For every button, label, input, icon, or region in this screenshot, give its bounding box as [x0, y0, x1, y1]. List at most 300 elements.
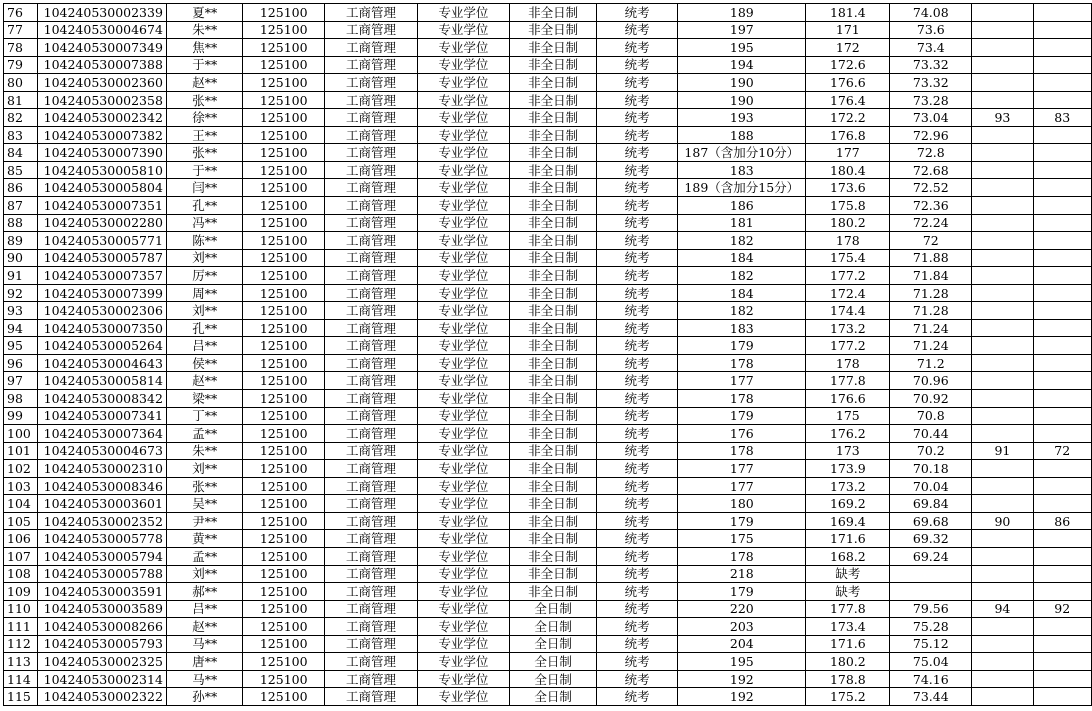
total-score-cell: 70.18: [890, 460, 972, 478]
major-code-cell: 125100: [243, 618, 325, 636]
retest-score-cell: 176.6: [806, 390, 890, 408]
extra-score-1-cell: [972, 635, 1033, 653]
retest-score-cell: 172.4: [806, 284, 890, 302]
name-cell: 闫**: [167, 179, 243, 197]
initial-score-cell: 179: [678, 583, 806, 601]
table-row: [4, 197, 1092, 215]
study-mode-cell: 非全日制: [510, 179, 597, 197]
total-score-cell: 74.08: [890, 4, 972, 22]
exam-number-cell: 104240530007388: [37, 56, 167, 74]
seq-cell: 80: [4, 74, 38, 92]
extra-score-1-cell: [972, 354, 1033, 372]
initial-score-cell: 179: [678, 407, 806, 425]
table-row: [4, 512, 1092, 530]
seq-cell: 104: [4, 495, 38, 513]
degree-type-cell: 专业学位: [417, 565, 509, 583]
name-cell: 唐**: [167, 653, 243, 671]
initial-score-cell: 175: [678, 530, 806, 548]
name-cell: 梁**: [167, 390, 243, 408]
major-code-cell: 125100: [243, 460, 325, 478]
degree-type-cell: 专业学位: [417, 249, 509, 267]
study-mode-cell: 非全日制: [510, 109, 597, 127]
table-row: [4, 547, 1092, 565]
total-score-cell: 70.2: [890, 442, 972, 460]
extra-score-2-cell: [1033, 407, 1092, 425]
total-score-cell: 72.96: [890, 126, 972, 144]
retest-score-cell: 173.4: [806, 618, 890, 636]
initial-score-cell: 177: [678, 372, 806, 390]
major-name-cell: 工商管理: [325, 249, 417, 267]
extra-score-1-cell: 90: [972, 512, 1033, 530]
seq-cell: 108: [4, 565, 38, 583]
initial-score-cell: 220: [678, 600, 806, 618]
name-cell: 徐**: [167, 109, 243, 127]
table-row: [4, 4, 1092, 22]
degree-type-cell: 专业学位: [417, 179, 509, 197]
degree-type-cell: 专业学位: [417, 267, 509, 285]
name-cell: 黄**: [167, 530, 243, 548]
extra-score-1-cell: [972, 21, 1033, 39]
retest-score-cell: 173.6: [806, 179, 890, 197]
major-name-cell: 工商管理: [325, 337, 417, 355]
name-cell: 张**: [167, 477, 243, 495]
extra-score-2-cell: [1033, 354, 1092, 372]
extra-score-1-cell: [972, 179, 1033, 197]
major-name-cell: 工商管理: [325, 214, 417, 232]
initial-score-cell: 183: [678, 161, 806, 179]
retest-score-cell: 178: [806, 354, 890, 372]
extra-score-2-cell: [1033, 495, 1092, 513]
extra-score-2-cell: [1033, 460, 1092, 478]
study-mode-cell: 非全日制: [510, 267, 597, 285]
exam-number-cell: 104240530005804: [37, 179, 167, 197]
seq-cell: 109: [4, 583, 38, 601]
name-cell: 刘**: [167, 249, 243, 267]
major-code-cell: 125100: [243, 284, 325, 302]
exam-method-cell: 统考: [597, 477, 678, 495]
study-mode-cell: 非全日制: [510, 4, 597, 22]
degree-type-cell: 专业学位: [417, 407, 509, 425]
extra-score-2-cell: [1033, 425, 1092, 443]
major-code-cell: 125100: [243, 232, 325, 250]
degree-type-cell: 专业学位: [417, 653, 509, 671]
exam-number-cell: 104240530008266: [37, 618, 167, 636]
total-score-cell: 70.44: [890, 425, 972, 443]
exam-number-cell: 104240530005778: [37, 530, 167, 548]
exam-number-cell: 104240530005787: [37, 249, 167, 267]
degree-type-cell: 专业学位: [417, 56, 509, 74]
exam-number-cell: 104240530002310: [37, 460, 167, 478]
study-mode-cell: 非全日制: [510, 197, 597, 215]
exam-method-cell: 统考: [597, 600, 678, 618]
study-mode-cell: 非全日制: [510, 319, 597, 337]
table-row: [4, 565, 1092, 583]
major-code-cell: 125100: [243, 74, 325, 92]
exam-method-cell: 统考: [597, 653, 678, 671]
retest-score-cell: 176.6: [806, 74, 890, 92]
major-code-cell: 125100: [243, 530, 325, 548]
seq-cell: 111: [4, 618, 38, 636]
name-cell: 刘**: [167, 302, 243, 320]
name-cell: 赵**: [167, 74, 243, 92]
retest-score-cell: 173.2: [806, 477, 890, 495]
major-name-cell: 工商管理: [325, 354, 417, 372]
extra-score-1-cell: [972, 214, 1033, 232]
major-name-cell: 工商管理: [325, 688, 417, 706]
score-table: [3, 3, 1092, 706]
table-row: [4, 442, 1092, 460]
name-cell: 孔**: [167, 197, 243, 215]
study-mode-cell: 非全日制: [510, 74, 597, 92]
study-mode-cell: 非全日制: [510, 214, 597, 232]
table-row: [4, 109, 1092, 127]
major-name-cell: 工商管理: [325, 618, 417, 636]
table-row: [4, 179, 1092, 197]
extra-score-2-cell: [1033, 197, 1092, 215]
study-mode-cell: 非全日制: [510, 21, 597, 39]
table-row: [4, 126, 1092, 144]
name-cell: 马**: [167, 635, 243, 653]
name-cell: 孔**: [167, 319, 243, 337]
major-code-cell: 125100: [243, 144, 325, 162]
extra-score-2-cell: [1033, 583, 1092, 601]
total-score-cell: 73.32: [890, 74, 972, 92]
exam-method-cell: 统考: [597, 302, 678, 320]
degree-type-cell: 专业学位: [417, 670, 509, 688]
initial-score-cell: 190: [678, 74, 806, 92]
total-score-cell: 69.32: [890, 530, 972, 548]
total-score-cell: 72: [890, 232, 972, 250]
major-name-cell: 工商管理: [325, 442, 417, 460]
name-cell: 王**: [167, 126, 243, 144]
major-name-cell: 工商管理: [325, 425, 417, 443]
table-row: [4, 74, 1092, 92]
exam-method-cell: 统考: [597, 407, 678, 425]
extra-score-2-cell: [1033, 161, 1092, 179]
degree-type-cell: 专业学位: [417, 144, 509, 162]
table-body: [4, 4, 1092, 706]
extra-score-2-cell: [1033, 618, 1092, 636]
total-score-cell: 70.96: [890, 372, 972, 390]
initial-score-cell: 178: [678, 390, 806, 408]
seq-cell: 105: [4, 512, 38, 530]
extra-score-2-cell: 86: [1033, 512, 1092, 530]
major-name-cell: 工商管理: [325, 547, 417, 565]
total-score-cell: 71.2: [890, 354, 972, 372]
study-mode-cell: 非全日制: [510, 495, 597, 513]
degree-type-cell: 专业学位: [417, 583, 509, 601]
major-name-cell: 工商管理: [325, 600, 417, 618]
extra-score-2-cell: [1033, 4, 1092, 22]
total-score-cell: 71.24: [890, 319, 972, 337]
table-row: [4, 460, 1092, 478]
name-cell: 吕**: [167, 337, 243, 355]
degree-type-cell: 专业学位: [417, 21, 509, 39]
initial-score-cell: 180: [678, 495, 806, 513]
initial-score-cell: 182: [678, 232, 806, 250]
degree-type-cell: 专业学位: [417, 477, 509, 495]
extra-score-1-cell: [972, 407, 1033, 425]
major-name-cell: 工商管理: [325, 232, 417, 250]
exam-number-cell: 104240530007341: [37, 407, 167, 425]
exam-number-cell: 104240530002322: [37, 688, 167, 706]
exam-method-cell: 统考: [597, 337, 678, 355]
extra-score-1-cell: [972, 425, 1033, 443]
extra-score-1-cell: [972, 319, 1033, 337]
major-code-cell: 125100: [243, 653, 325, 671]
major-name-cell: 工商管理: [325, 512, 417, 530]
table-row: [4, 635, 1092, 653]
total-score-cell: 75.04: [890, 653, 972, 671]
exam-method-cell: 统考: [597, 319, 678, 337]
retest-score-cell: 168.2: [806, 547, 890, 565]
exam-method-cell: 统考: [597, 583, 678, 601]
major-name-cell: 工商管理: [325, 653, 417, 671]
extra-score-2-cell: [1033, 688, 1092, 706]
major-code-cell: 125100: [243, 477, 325, 495]
exam-number-cell: 104240530002314: [37, 670, 167, 688]
extra-score-2-cell: [1033, 39, 1092, 57]
major-code-cell: 125100: [243, 179, 325, 197]
initial-score-cell: 179: [678, 337, 806, 355]
exam-method-cell: 统考: [597, 74, 678, 92]
retest-score-cell: 172.2: [806, 109, 890, 127]
exam-number-cell: 104240530005788: [37, 565, 167, 583]
name-cell: 夏**: [167, 4, 243, 22]
initial-score-cell: 197: [678, 21, 806, 39]
name-cell: 朱**: [167, 21, 243, 39]
seq-cell: 102: [4, 460, 38, 478]
major-code-cell: 125100: [243, 337, 325, 355]
retest-score-cell: 180.4: [806, 161, 890, 179]
extra-score-2-cell: [1033, 372, 1092, 390]
table-row: [4, 249, 1092, 267]
name-cell: 朱**: [167, 442, 243, 460]
seq-cell: 110: [4, 600, 38, 618]
degree-type-cell: 专业学位: [417, 161, 509, 179]
table-row: [4, 390, 1092, 408]
exam-method-cell: 统考: [597, 442, 678, 460]
degree-type-cell: 专业学位: [417, 302, 509, 320]
extra-score-1-cell: [972, 91, 1033, 109]
major-code-cell: 125100: [243, 319, 325, 337]
study-mode-cell: 全日制: [510, 670, 597, 688]
major-name-cell: 工商管理: [325, 197, 417, 215]
total-score-cell: 72.8: [890, 144, 972, 162]
study-mode-cell: 非全日制: [510, 161, 597, 179]
major-code-cell: 125100: [243, 354, 325, 372]
retest-score-cell: 169.4: [806, 512, 890, 530]
extra-score-1-cell: [972, 547, 1033, 565]
major-code-cell: 125100: [243, 512, 325, 530]
retest-score-cell: 175.8: [806, 197, 890, 215]
total-score-cell: 73.04: [890, 109, 972, 127]
major-name-cell: 工商管理: [325, 495, 417, 513]
seq-cell: 94: [4, 319, 38, 337]
name-cell: 周**: [167, 284, 243, 302]
seq-cell: 91: [4, 267, 38, 285]
exam-number-cell: 104240530003589: [37, 600, 167, 618]
extra-score-1-cell: [972, 477, 1033, 495]
seq-cell: 113: [4, 653, 38, 671]
study-mode-cell: 非全日制: [510, 512, 597, 530]
exam-number-cell: 104240530007357: [37, 267, 167, 285]
seq-cell: 78: [4, 39, 38, 57]
initial-score-cell: 218: [678, 565, 806, 583]
extra-score-2-cell: [1033, 670, 1092, 688]
extra-score-1-cell: [972, 39, 1033, 57]
total-score-cell: 69.68: [890, 512, 972, 530]
extra-score-2-cell: [1033, 232, 1092, 250]
retest-score-cell: 176.8: [806, 126, 890, 144]
degree-type-cell: 专业学位: [417, 688, 509, 706]
retest-score-cell: 172: [806, 39, 890, 57]
study-mode-cell: 非全日制: [510, 337, 597, 355]
study-mode-cell: 非全日制: [510, 232, 597, 250]
extra-score-2-cell: [1033, 319, 1092, 337]
name-cell: 焦**: [167, 39, 243, 57]
exam-number-cell: 104240530004643: [37, 354, 167, 372]
name-cell: 孟**: [167, 425, 243, 443]
exam-number-cell: 104240530002358: [37, 91, 167, 109]
study-mode-cell: 非全日制: [510, 407, 597, 425]
seq-cell: 85: [4, 161, 38, 179]
study-mode-cell: 非全日制: [510, 91, 597, 109]
major-code-cell: 125100: [243, 214, 325, 232]
degree-type-cell: 专业学位: [417, 197, 509, 215]
seq-cell: 83: [4, 126, 38, 144]
exam-number-cell: 104240530008346: [37, 477, 167, 495]
major-name-cell: 工商管理: [325, 4, 417, 22]
major-name-cell: 工商管理: [325, 407, 417, 425]
degree-type-cell: 专业学位: [417, 600, 509, 618]
major-code-cell: 125100: [243, 4, 325, 22]
seq-cell: 81: [4, 91, 38, 109]
degree-type-cell: 专业学位: [417, 425, 509, 443]
retest-score-cell: 171.6: [806, 530, 890, 548]
retest-score-cell: 177.2: [806, 267, 890, 285]
exam-method-cell: 统考: [597, 214, 678, 232]
extra-score-1-cell: [972, 232, 1033, 250]
seq-cell: 90: [4, 249, 38, 267]
retest-score-cell: 175: [806, 407, 890, 425]
degree-type-cell: 专业学位: [417, 214, 509, 232]
exam-method-cell: 统考: [597, 688, 678, 706]
table-row: [4, 670, 1092, 688]
total-score-cell: 70.8: [890, 407, 972, 425]
name-cell: 于**: [167, 161, 243, 179]
major-code-cell: 125100: [243, 249, 325, 267]
extra-score-2-cell: [1033, 477, 1092, 495]
total-score-cell: [890, 583, 972, 601]
initial-score-cell: 192: [678, 688, 806, 706]
retest-score-cell: 172.6: [806, 56, 890, 74]
seq-cell: 88: [4, 214, 38, 232]
major-code-cell: 125100: [243, 372, 325, 390]
name-cell: 厉**: [167, 267, 243, 285]
extra-score-1-cell: [972, 249, 1033, 267]
major-code-cell: 125100: [243, 583, 325, 601]
study-mode-cell: 全日制: [510, 635, 597, 653]
major-name-cell: 工商管理: [325, 144, 417, 162]
major-name-cell: 工商管理: [325, 126, 417, 144]
extra-score-1-cell: [972, 653, 1033, 671]
exam-number-cell: 104240530002280: [37, 214, 167, 232]
table-row: [4, 21, 1092, 39]
degree-type-cell: 专业学位: [417, 354, 509, 372]
seq-cell: 84: [4, 144, 38, 162]
extra-score-1-cell: [972, 144, 1033, 162]
major-name-cell: 工商管理: [325, 635, 417, 653]
major-name-cell: 工商管理: [325, 161, 417, 179]
extra-score-2-cell: [1033, 653, 1092, 671]
exam-method-cell: 统考: [597, 425, 678, 443]
exam-number-cell: 104240530007350: [37, 319, 167, 337]
major-name-cell: 工商管理: [325, 670, 417, 688]
exam-number-cell: 104240530004674: [37, 21, 167, 39]
initial-score-cell: 179: [678, 512, 806, 530]
study-mode-cell: 非全日制: [510, 372, 597, 390]
initial-score-cell: 184: [678, 284, 806, 302]
major-code-cell: 125100: [243, 425, 325, 443]
initial-score-cell: 184: [678, 249, 806, 267]
seq-cell: 86: [4, 179, 38, 197]
study-mode-cell: 非全日制: [510, 56, 597, 74]
extra-score-1-cell: [972, 618, 1033, 636]
table-row: [4, 319, 1092, 337]
extra-score-2-cell: 72: [1033, 442, 1092, 460]
name-cell: 赵**: [167, 618, 243, 636]
table-row: [4, 530, 1092, 548]
extra-score-1-cell: [972, 372, 1033, 390]
total-score-cell: 71.28: [890, 284, 972, 302]
exam-method-cell: 统考: [597, 670, 678, 688]
extra-score-2-cell: [1033, 21, 1092, 39]
degree-type-cell: 专业学位: [417, 547, 509, 565]
exam-method-cell: 统考: [597, 390, 678, 408]
seq-cell: 89: [4, 232, 38, 250]
initial-score-cell: 189: [678, 4, 806, 22]
table-row: [4, 232, 1092, 250]
major-name-cell: 工商管理: [325, 302, 417, 320]
major-name-cell: 工商管理: [325, 56, 417, 74]
exam-method-cell: 统考: [597, 179, 678, 197]
retest-score-cell: 180.2: [806, 653, 890, 671]
name-cell: 孟**: [167, 547, 243, 565]
extra-score-1-cell: [972, 337, 1033, 355]
exam-method-cell: 统考: [597, 197, 678, 215]
study-mode-cell: 非全日制: [510, 583, 597, 601]
exam-method-cell: 统考: [597, 126, 678, 144]
total-score-cell: 69.84: [890, 495, 972, 513]
exam-number-cell: 104240530002306: [37, 302, 167, 320]
retest-score-cell: 173.9: [806, 460, 890, 478]
initial-score-cell: 178: [678, 547, 806, 565]
retest-score-cell: 181.4: [806, 4, 890, 22]
extra-score-2-cell: 92: [1033, 600, 1092, 618]
extra-score-2-cell: [1033, 144, 1092, 162]
initial-score-cell: 178: [678, 354, 806, 372]
extra-score-1-cell: [972, 126, 1033, 144]
major-code-cell: 125100: [243, 302, 325, 320]
table-row: [4, 337, 1092, 355]
initial-score-cell: 189（含加分15分）: [678, 179, 806, 197]
major-code-cell: 125100: [243, 267, 325, 285]
exam-method-cell: 统考: [597, 495, 678, 513]
extra-score-1-cell: [972, 495, 1033, 513]
exam-number-cell: 104240530005810: [37, 161, 167, 179]
degree-type-cell: 专业学位: [417, 109, 509, 127]
